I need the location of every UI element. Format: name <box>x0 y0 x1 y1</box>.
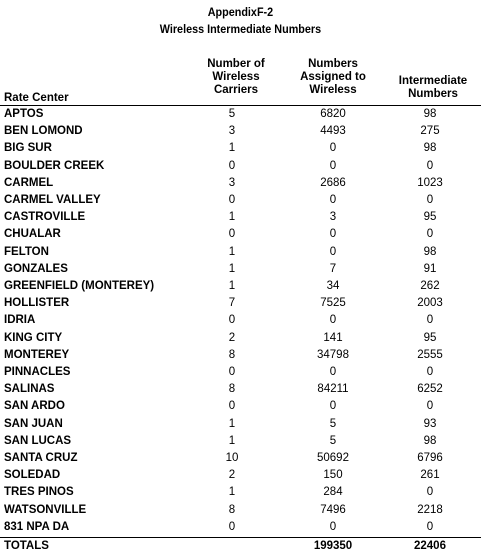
header-number-of-wireless-carriers <box>196 58 276 97</box>
intermediate-cell: 2555 <box>417 348 443 361</box>
rate-center-cell: BIG SUR <box>4 142 52 155</box>
carriers-cell: 0 <box>228 159 236 172</box>
table-row <box>0 330 481 347</box>
table-row <box>0 278 481 295</box>
table-row <box>0 295 481 312</box>
assigned-cell: 0 <box>329 142 337 155</box>
carriers-cell: 0 <box>228 366 236 378</box>
table-row <box>0 519 481 536</box>
header-numbers-assigned-to-wireless <box>293 58 373 97</box>
assigned-cell: 84211 <box>317 383 349 396</box>
intermediate-cell: 261 <box>420 469 440 482</box>
table-row <box>0 347 481 364</box>
table-row <box>0 158 481 175</box>
totals-row <box>0 538 481 555</box>
carriers-cell: 8 <box>228 503 236 516</box>
table-row <box>0 433 481 450</box>
intermediate-cell: 0 <box>426 159 434 172</box>
intermediate-cell: 0 <box>426 228 434 241</box>
intermediate-cell: 275 <box>420 125 440 138</box>
rate-center-cell: CARMEL VALLEY <box>4 194 101 206</box>
document-title: AppendixF-2 <box>207 5 274 19</box>
carriers-cell: 3 <box>228 176 236 189</box>
assigned-cell: 0 <box>329 194 337 206</box>
intermediate-cell: 0 <box>426 520 434 533</box>
assigned-cell: 7496 <box>320 503 346 516</box>
assigned-cell: 0 <box>329 366 337 378</box>
intermediate-cell: 98 <box>423 142 437 155</box>
assigned-cell: 34798 <box>317 348 349 361</box>
carriers-cell: 1 <box>228 417 236 430</box>
rate-center-cell: 831 NPA DA <box>4 520 70 533</box>
rate-center-cell: KING CITY <box>4 331 63 344</box>
rate-center-cell: WATSONVILLE <box>4 503 87 516</box>
assigned-cell: 0 <box>329 159 337 172</box>
header-line: Carriers <box>213 84 259 96</box>
intermediate-cell: 1023 <box>417 176 443 189</box>
assigned-cell: 7 <box>329 262 337 275</box>
rate-center-cell: BEN LOMOND <box>4 125 83 138</box>
intermediate-cell: 91 <box>423 262 437 275</box>
intermediate-cell: 0 <box>426 194 434 206</box>
table-row <box>0 123 481 140</box>
table-row <box>0 312 481 329</box>
table-row <box>0 381 481 398</box>
table-row <box>0 226 481 243</box>
intermediate-cell: 0 <box>426 400 434 413</box>
totals-label: TOTALS <box>4 540 49 552</box>
table-row <box>0 209 481 226</box>
assigned-cell: 0 <box>329 400 337 413</box>
intermediate-cell: 98 <box>423 245 437 258</box>
carriers-cell: 1 <box>228 280 236 292</box>
carriers-cell: 2 <box>228 469 236 482</box>
rate-center-cell: GONZALES <box>4 262 68 275</box>
carriers-cell: 8 <box>228 383 236 396</box>
carriers-cell: 0 <box>228 194 236 206</box>
carriers-cell: 1 <box>228 262 236 275</box>
table-row <box>0 192 481 209</box>
header-rate-center: Rate Center <box>4 92 69 104</box>
rate-center-cell: SAN LUCAS <box>4 434 72 447</box>
carriers-cell: 1 <box>228 434 236 447</box>
assigned-cell: 34 <box>326 280 340 292</box>
assigned-cell: 0 <box>329 520 337 533</box>
intermediate-cell: 98 <box>423 434 437 447</box>
document-subtitle: Wireless Intermediate Numbers <box>159 22 322 36</box>
intermediate-cell: 0 <box>426 486 434 499</box>
intermediate-cell: 0 <box>426 314 434 327</box>
assigned-cell: 4493 <box>320 125 346 138</box>
header-line: Wireless <box>212 71 260 83</box>
carriers-cell: 1 <box>228 211 236 224</box>
rate-center-cell: TRES PINOS <box>4 486 74 499</box>
assigned-cell: 50692 <box>317 452 349 464</box>
assigned-cell: 150 <box>323 469 343 482</box>
assigned-cell: 2686 <box>320 176 346 189</box>
rate-center-cell: SALINAS <box>4 383 55 396</box>
rate-center-cell: PINNACLES <box>4 366 71 378</box>
rate-center-cell: MONTEREY <box>4 348 70 361</box>
header-line: Intermediate <box>398 75 468 87</box>
table-row <box>0 416 481 433</box>
assigned-cell: 0 <box>329 228 337 241</box>
table-row <box>0 450 481 467</box>
carriers-cell: 1 <box>228 142 236 155</box>
rate-center-cell: FELTON <box>4 245 49 258</box>
carriers-cell: 5 <box>228 108 236 120</box>
table-row <box>0 244 481 261</box>
table-row <box>0 261 481 278</box>
header-line: Numbers <box>408 88 458 100</box>
intermediate-cell: 95 <box>423 211 437 224</box>
totals-intermediate: 22406 <box>414 540 446 552</box>
table-row <box>0 502 481 519</box>
intermediate-cell: 0 <box>426 366 434 378</box>
intermediate-cell: 98 <box>423 108 437 120</box>
rate-center-cell: SANTA CRUZ <box>4 452 78 464</box>
rate-center-cell: CASTROVILLE <box>4 211 86 224</box>
carriers-cell: 0 <box>228 228 236 241</box>
table-row <box>0 364 481 381</box>
intermediate-cell: 6796 <box>417 452 443 464</box>
assigned-cell: 0 <box>329 314 337 327</box>
header-line: Number of <box>207 58 265 70</box>
carriers-cell: 7 <box>228 297 236 310</box>
intermediate-cell: 6252 <box>417 383 443 396</box>
table-row <box>0 140 481 157</box>
intermediate-cell: 2218 <box>417 503 443 516</box>
totals-assigned: 199350 <box>313 540 353 552</box>
carriers-cell: 8 <box>228 348 236 361</box>
rate-center-cell: CHUALAR <box>4 228 61 241</box>
table-row <box>0 175 481 192</box>
assigned-cell: 141 <box>323 331 343 344</box>
assigned-cell: 3 <box>329 211 337 224</box>
rate-center-cell: SOLEDAD <box>4 469 61 482</box>
rate-center-cell: IDRIA <box>4 314 36 327</box>
table-row <box>0 484 481 501</box>
carriers-cell: 0 <box>228 520 236 533</box>
rate-center-cell: SAN ARDO <box>4 400 65 413</box>
intermediate-cell: 93 <box>423 417 437 430</box>
carriers-cell: 2 <box>228 331 236 344</box>
header-intermediate-numbers <box>388 75 478 101</box>
table-row <box>0 398 481 415</box>
carriers-cell: 10 <box>225 452 239 464</box>
carriers-cell: 1 <box>228 245 236 258</box>
rate-center-cell: SAN JUAN <box>4 417 63 430</box>
assigned-cell: 284 <box>323 486 343 499</box>
rate-center-cell: HOLLISTER <box>4 297 70 310</box>
rate-center-cell: GREENFIELD (MONTEREY) <box>4 280 155 292</box>
assigned-cell: 6820 <box>320 108 346 120</box>
assigned-cell: 5 <box>329 417 337 430</box>
carriers-cell: 1 <box>228 486 236 499</box>
header-line: Numbers <box>308 58 358 70</box>
assigned-cell: 5 <box>329 434 337 447</box>
carriers-cell: 0 <box>228 400 236 413</box>
assigned-cell: 0 <box>329 245 337 258</box>
assigned-cell: 7525 <box>320 297 346 310</box>
intermediate-cell: 2003 <box>417 297 443 310</box>
carriers-cell: 0 <box>228 314 236 327</box>
table-row <box>0 106 481 123</box>
carriers-cell: 3 <box>228 125 236 138</box>
rate-center-cell: CARMEL <box>4 176 54 189</box>
intermediate-cell: 262 <box>420 280 440 292</box>
header-line: Wireless <box>309 84 357 96</box>
table-row <box>0 467 481 484</box>
header-line: Assigned to <box>300 71 366 83</box>
rate-center-cell: BOULDER CREEK <box>4 159 105 172</box>
rate-center-cell: APTOS <box>4 108 44 120</box>
intermediate-cell: 95 <box>423 331 437 344</box>
